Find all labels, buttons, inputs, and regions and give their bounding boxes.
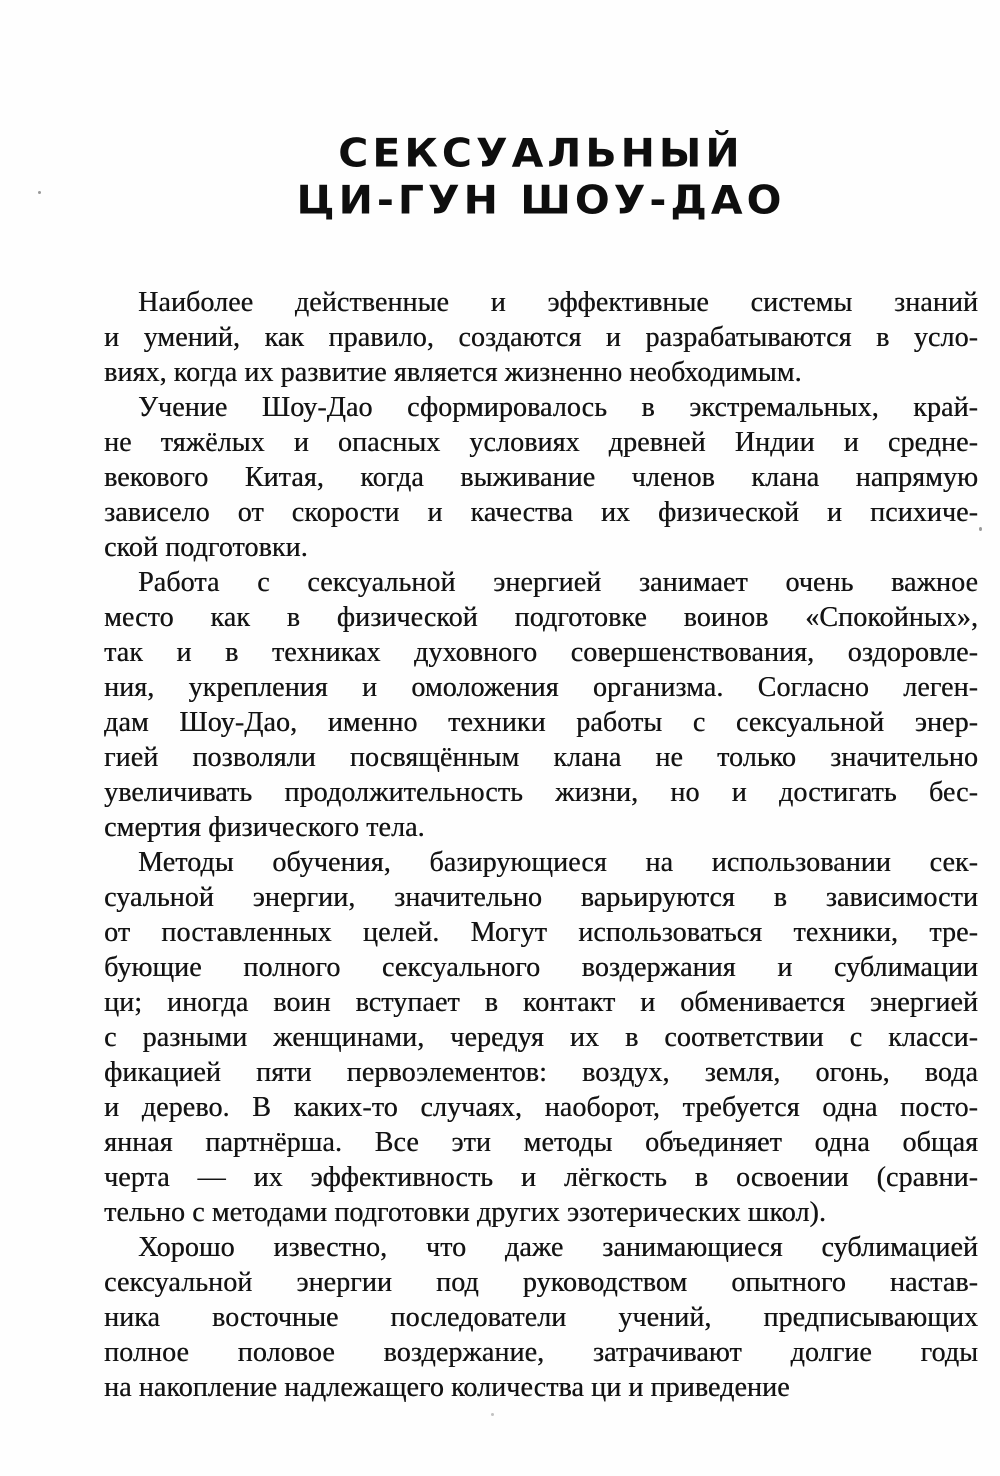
scan-speck xyxy=(491,1413,494,1416)
text-line: бующие полного сексуального воздержания и сублимации xyxy=(104,952,978,983)
text-line: с разными женщинами, чередуя их в соответствии с класси- xyxy=(104,1022,978,1053)
text-line: увеличивать продолжительность жизни, но и достигать бес- xyxy=(104,777,978,808)
text-line: Наиболее действенные и эффективные системы знаний xyxy=(138,287,978,318)
text-line: ника восточные последователи учений, предписывающих xyxy=(104,1302,978,1333)
chapter-title-line-2: ЦИ-ГУН ШОУ-ДАО xyxy=(296,177,786,224)
text-line: так и в техниках духовного совершенствования, оздоровле- xyxy=(104,637,978,668)
text-line: ци; иногда воин вступает в контакт и обменивается энергией xyxy=(104,987,978,1018)
text-line: черта — их эффективность и лёгкость в освоении (сравни- xyxy=(104,1162,978,1193)
text-line: виях, когда их развитие является жизненно необходимым. xyxy=(104,357,802,388)
text-line: ния, укрепления и омоложения организма. Согласно леген- xyxy=(104,672,978,703)
text-line: и дерево. В каких-то случаях, наоборот, требуется одна посто- xyxy=(104,1092,978,1123)
text-line: тельно с методами подготовки других эзотерических школ). xyxy=(104,1197,826,1228)
text-line: и умений, как правило, создаются и разрабатываются в усло- xyxy=(104,322,978,353)
text-line: Хорошо известно, что даже занимающиеся сублимацией xyxy=(138,1232,978,1263)
text-line: фикацией пяти первоэлементов: воздух, земля, огонь, вода xyxy=(104,1057,978,1088)
text-line: ской подготовки. xyxy=(104,532,308,563)
text-line: Учение Шоу-Дао сформировалось в экстремальных, край- xyxy=(138,392,978,423)
scan-speck xyxy=(38,191,41,194)
text-line: Работа с сексуальной энергией занимает очень важное xyxy=(138,567,978,598)
text-line: гией позволяли посвящённым клана не только значительно xyxy=(104,742,978,773)
text-line: зависело от скорости и качества их физической и психиче- xyxy=(104,497,978,528)
text-line: от поставленных целей. Могут использоваться техники, тре- xyxy=(104,917,978,948)
text-line: векового Китая, когда выживание членов клана напрямую xyxy=(104,462,978,493)
text-line: Методы обучения, базирующиеся на использовании сек- xyxy=(138,847,978,878)
text-line: полное половое воздержание, затрачивают долгие годы xyxy=(104,1337,978,1368)
text-line: смертия физического тела. xyxy=(104,812,425,843)
text-line: янная партнёрша. Все эти методы объединяет одна общая xyxy=(104,1127,978,1158)
text-column xyxy=(104,130,978,1405)
text-line: суальной энергии, значительно варьируются в зависимости xyxy=(104,882,978,913)
chapter-title-line-1: СЕКСУАЛЬНЫЙ xyxy=(338,130,744,177)
text-line: не тяжёлых и опасных условиях древней Индии и средне- xyxy=(104,427,978,458)
body-text xyxy=(104,285,978,1405)
chapter-title xyxy=(104,130,978,224)
text-line: дам Шоу-Дао, именно техники работы с сексуальной энер- xyxy=(104,707,978,738)
scan-speck xyxy=(979,527,982,531)
text-line: место как в физической подготовке воинов «Спокойных», xyxy=(104,602,978,633)
text-line: на накопление надлежащего количества ци и приведение xyxy=(104,1372,790,1403)
text-line: сексуальной энергии под руководством опытного настав- xyxy=(104,1267,978,1298)
